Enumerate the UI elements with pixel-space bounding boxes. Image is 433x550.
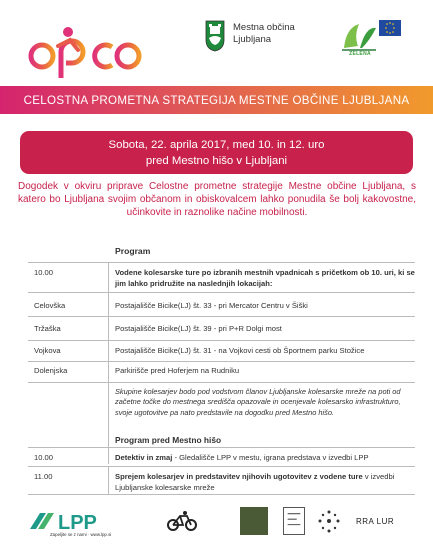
municipality-name <box>233 22 295 46</box>
divider <box>28 316 415 317</box>
banner-title: CELOSTNA PROMETNA STRATEGIJA MESTNE OBČINE LJUBLJANA <box>23 93 410 107</box>
row-location: Dolenjska <box>34 366 68 375</box>
intro-paragraph: Dogodek v okviru priprave Celostne prometne strategije Mestne občine Ljubljana, s katero bo Ljubljana svojim občanom in obiskovalcem lahko ponudila še bolj kakovostne, učinkovite in raznolike načine mobilnosti. <box>18 181 416 219</box>
municipality-line2: Ljubljana <box>233 34 272 45</box>
divider <box>28 447 415 448</box>
row-text: v izvedbi Ljubljanske kolesarske mreže <box>115 472 395 492</box>
strategy-banner <box>0 86 433 114</box>
row-time: 10.00 <box>34 268 54 277</box>
ljubljana-coat-of-arms-icon <box>205 20 225 52</box>
program-description: Skupine kolesarjev bodo pod vodstvom članov Ljubljanske kolesarske mreže na poti od začetne točke do mestnega središča opazovale in ocenjevale kolesarsko infrastrukturo, svoje ugotovitve pa nato predstavile na dogodku pred Mestno hišo. <box>115 387 401 417</box>
bicycle-network-logo <box>166 510 198 532</box>
row-time: 11.00 <box>34 472 53 481</box>
program2-heading: Program pred Mestno hišo <box>115 435 222 445</box>
row-text: Parkirišče pred Hoferjem na Rudniku <box>115 366 240 375</box>
program-heading: Program <box>115 246 151 256</box>
date-box <box>20 131 413 174</box>
partner-logo-image <box>240 507 268 535</box>
divider <box>28 262 415 263</box>
lpp-logo-text: LPP <box>58 512 97 533</box>
row-text: Vodene kolesarske ture po izbranih mestnih vpadnicah s pričetkom ob 10. uri, ki se jim lahko pridružite na naslednjih lokacijah: <box>115 268 415 288</box>
divider <box>28 494 415 495</box>
divider <box>28 340 415 341</box>
date-line: Sobota, 22. aprila 2017, med 10. in 12. uro <box>108 138 325 151</box>
row-title: Detektiv in zmaj <box>115 453 173 462</box>
municipality-line1: Mestna občina <box>233 22 295 33</box>
row-text: Postajališče Bicike(LJ) št. 33 - pri Mercator Centru v Šiški <box>115 301 308 310</box>
rra-lur-logo: RRA LUR <box>356 517 395 526</box>
opco-logo <box>28 20 144 78</box>
lpp-logo <box>28 509 124 533</box>
divider <box>28 361 415 362</box>
lpp-tagline: Zapeljite se z nami · www.lpp.si <box>50 532 112 537</box>
divider <box>28 466 415 467</box>
row-text: - Gledališče LPP v mestu, igrana predstava v izvedbi LPP <box>172 453 369 462</box>
eu-flag-icon <box>379 20 401 36</box>
location-line: pred Mestno hišo v Ljubljani <box>145 154 288 167</box>
row-text: Postajališče Bicike(LJ) št. 39 - pri P+R Dolgi most <box>115 324 282 333</box>
partner-logo-frame <box>283 507 305 535</box>
row-time: 10.00 <box>34 453 54 462</box>
divider <box>28 292 415 293</box>
row-location: Tržaška <box>34 324 61 333</box>
partner-dots-logo <box>315 508 343 536</box>
divider <box>28 382 415 383</box>
column-divider <box>108 466 109 494</box>
green-capital-label: ZELENA <box>349 51 371 57</box>
row-location: Vojkova <box>34 346 61 355</box>
row-text: Postajališče Bicike(LJ) št. 31 - na Vojkovi cesti ob Športnem parku Stožice <box>115 346 365 355</box>
row-location: Celovška <box>34 301 66 310</box>
row-title: Sprejem kolesarjev in predstavitev njihovih ugotovitev z vodene ture <box>115 472 363 481</box>
